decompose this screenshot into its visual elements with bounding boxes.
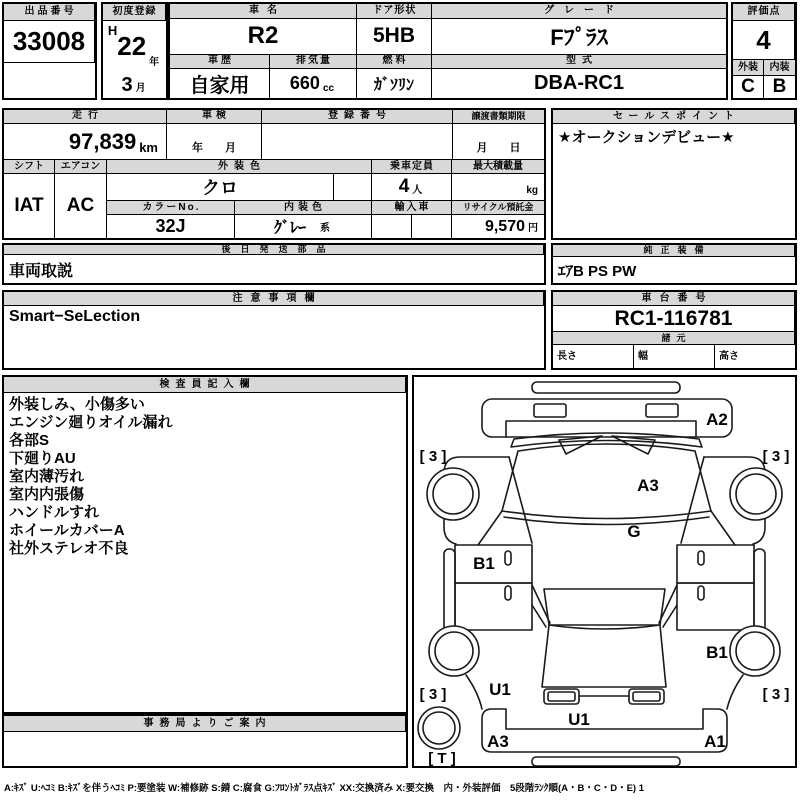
interior-color-header: 内装色 (235, 201, 372, 215)
recycle-value: 9,570 円 (484, 217, 538, 235)
rear-window-shape (544, 589, 665, 629)
recycle-header: リサイクル預託金 (452, 201, 544, 215)
era-mark: H (107, 23, 118, 38)
sales-point-header: セールスポイント (553, 110, 795, 124)
damage-label-windshield: A3 (637, 476, 659, 495)
rear-hatch-shape (542, 625, 666, 687)
car-name-header: 車名 (170, 4, 357, 19)
inspector-line: エンジン廻りオイル漏れ (9, 414, 173, 431)
later-parts-header: 後日発送部品 (4, 245, 544, 255)
spec-height: 高さ (719, 351, 739, 362)
color-number-header: カラーNo. (107, 201, 235, 215)
exterior-color-header: 外装色 (107, 160, 372, 174)
color-number-value: 32J (107, 215, 235, 238)
door-shape-header: ドア形状 (357, 4, 432, 19)
hood-shape (482, 399, 732, 437)
damage-label-front-glass: G (627, 522, 641, 541)
notes-box (2, 290, 546, 370)
registration-number-header: 登録番号 (262, 110, 453, 124)
first-registration-label: 初度登録 (112, 6, 157, 17)
interior-color-suffix: 系 (320, 223, 330, 234)
capacity-header: 乗車定員 (372, 160, 452, 174)
oem-equipment-value: ｴｱB PS PW (558, 263, 637, 280)
inspector-line: 各部S (9, 432, 50, 449)
shift-header: シフト (4, 160, 55, 174)
auction-number-value: 33008 (4, 21, 95, 63)
damage-label-rear-bumper-right: A1 (704, 732, 726, 751)
footer-legend: A:ｷｽﾞ U:ﾍｺﾐ B:ｷｽﾞを伴うﾍｺﾐ P:要塗装 W:補修跡 S:錆 C:腐食 G:ﾌﾛﾝﾄｶﾞﾗｽ点ｷｽﾞ XX:交換済み X:要交換 内・外装評価 5段階ﾗﾝｸ順(A・B・C・D・E) 1 (4, 783, 645, 794)
chassis-box (551, 290, 797, 370)
score-box (731, 2, 797, 100)
inspector-line: 下廻りAU (9, 450, 76, 467)
exterior-score-header: 外装 (733, 60, 764, 76)
office-box (2, 714, 408, 768)
tire-depth-rear-right: [ 3 ] (762, 686, 790, 703)
vehicle-info-box (168, 2, 728, 100)
aircon-value: AC (55, 174, 107, 238)
mileage-color-box (2, 108, 546, 240)
registration-number-value (262, 124, 453, 159)
spec-width: 幅 (634, 345, 715, 368)
spec-header: 諸元 (553, 332, 795, 345)
tire-depth-front-right: [ 3 ] (762, 448, 790, 465)
displacement-unit: cc (322, 83, 335, 94)
aircon-header: エアコン (55, 160, 107, 174)
spec-length: 長さ (553, 345, 634, 368)
displacement-value: 660 cc (270, 69, 357, 98)
recycle-unit: 円 (528, 223, 538, 234)
office-header: 事務局よりご案内 (4, 716, 406, 732)
exterior-score-value: C (733, 76, 764, 98)
maxload-value (452, 174, 544, 200)
inspector-line: 室内内張傷 (9, 486, 85, 503)
score-value: 4 (733, 21, 795, 60)
inspector-line: ハンドルすれ (9, 504, 100, 521)
shift-value: IAT (4, 174, 55, 238)
auction-number-empty (4, 63, 95, 98)
inspector-line: 外装しみ、小傷多い (9, 396, 145, 413)
shaken-value: 年 月 (167, 124, 262, 159)
door-shape-value: 5HB (357, 19, 432, 55)
grade-header: グレード (432, 4, 726, 19)
mileage-header: 走行 (4, 110, 167, 124)
spare-tire-mark: [ T ] (428, 750, 456, 766)
mileage-value: 97,839 km (4, 124, 167, 159)
later-parts-value: 車両取説 (9, 263, 74, 280)
car-damage-diagram (414, 377, 795, 766)
damage-label-rear-hatch: U1 (568, 710, 590, 729)
exterior-color-sub (334, 174, 372, 200)
transfer-deadline-value: 月 日 (476, 142, 521, 155)
grade-value: Fﾌﾟﾗｽ (432, 19, 726, 55)
inspector-box (2, 375, 408, 714)
damage-label-left-front-door: B1 (473, 554, 495, 573)
interior-color-value: ｸﾞﾚｰ 系 (235, 215, 372, 238)
shaken-header: 車検 (167, 110, 262, 124)
inspector-line: 社外ステレオ不良 (9, 540, 129, 557)
inspector-line: ホイールカバーA (9, 522, 125, 539)
capacity-value: 4 人 (372, 174, 452, 200)
month-unit: 月 (135, 83, 146, 94)
later-parts-box (2, 243, 546, 285)
auction-number-label: 出品番号 (24, 6, 77, 17)
import-value-left (372, 215, 412, 238)
tire-depth-rear-left: [ 3 ] (419, 686, 447, 703)
interior-score-header: 内装 (764, 60, 795, 76)
capacity-unit: 人 (412, 185, 423, 196)
first-registration-box (101, 2, 168, 100)
inspector-notes (4, 393, 406, 712)
year-unit: 年 (149, 57, 160, 68)
score-header: 評価点 (733, 4, 795, 21)
notes-header: 注意事項欄 (4, 292, 544, 306)
rear-left-wheel (435, 632, 473, 670)
windshield-shape (502, 444, 711, 519)
history-value: 自家用 (170, 69, 270, 98)
front-bumper-shape (532, 382, 680, 393)
oem-equipment-box (551, 243, 797, 285)
first-registration-header (103, 4, 166, 21)
car-name-value: R2 (170, 19, 357, 55)
mileage-unit: km (139, 140, 158, 156)
registration-year-value: 22 (117, 31, 147, 61)
auction-number-box (2, 2, 97, 100)
damage-label-right-rear-quarter: B1 (706, 643, 728, 662)
chassis-value: RC1-116781 (553, 306, 795, 332)
transfer-deadline-header: 譲渡書類期限 (453, 110, 544, 124)
fuel-value: ｶﾞｿﾘﾝ (357, 69, 432, 98)
rear-bumper-shape (482, 709, 727, 752)
first-registration-year (103, 21, 166, 72)
damage-label-front-panel: A2 (706, 410, 728, 429)
inspector-line: 室内薄汚れ (9, 468, 85, 485)
exterior-color-value: クロ (107, 174, 334, 200)
history-header: 車歴 (170, 55, 270, 69)
sales-point-box (551, 108, 797, 240)
import-value-right (412, 215, 452, 238)
registration-month-value: 3 (121, 73, 133, 96)
office-value (4, 732, 406, 766)
damage-label-rear-bumper-left: A3 (487, 732, 509, 751)
model-code-value: DBA-RC1 (534, 72, 624, 94)
inspector-header: 検査員記入欄 (4, 377, 406, 393)
front-left-wheel (433, 474, 473, 514)
tire-depth-front-left: [ 3 ] (419, 448, 447, 465)
notes-value: Smart−SeLection (9, 308, 141, 325)
spare-tire-shape (423, 712, 455, 744)
maxload-header: 最大積載量 (452, 160, 544, 174)
rear-right-wheel (736, 632, 774, 670)
damage-label-left-rear-quarter: U1 (489, 680, 511, 699)
fuel-header: 燃料 (357, 55, 432, 69)
oem-equipment-header: 純正装備 (553, 245, 795, 257)
interior-score-value: B (772, 76, 787, 98)
displacement-header: 排気量 (270, 55, 357, 69)
model-code-header: 型式 (432, 55, 726, 69)
import-header: 輸入車 (372, 201, 452, 215)
damage-diagram-box (412, 375, 797, 768)
auction-number-header (4, 4, 95, 21)
sales-point-value: ★オークションデビュー★ (558, 129, 735, 146)
maxload-unit: kg (526, 185, 538, 196)
front-right-wheel (736, 474, 776, 514)
first-registration-month (103, 72, 166, 98)
chassis-header: 車台番号 (553, 292, 795, 306)
